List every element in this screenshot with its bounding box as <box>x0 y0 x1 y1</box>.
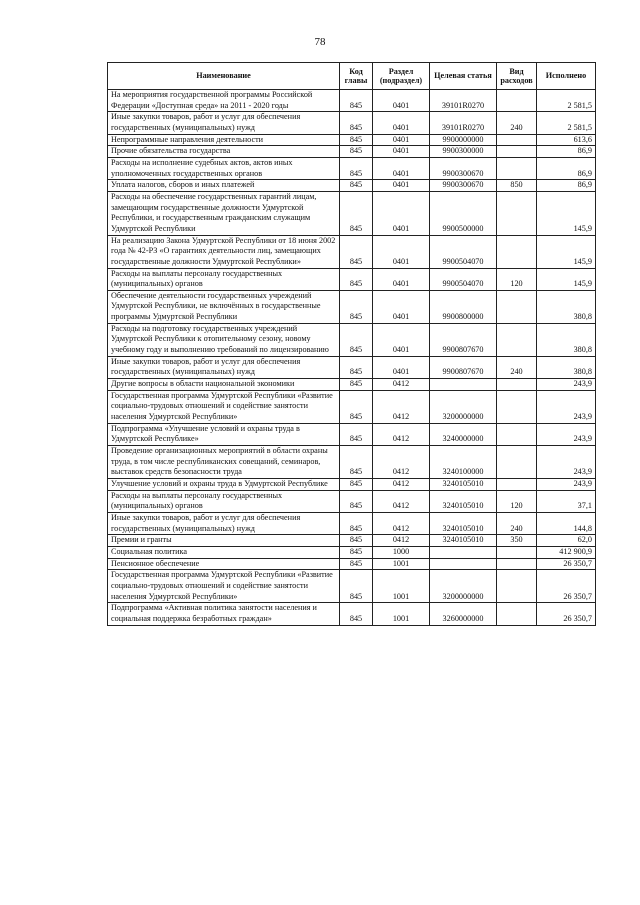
cell-executed: 613,6 <box>537 134 596 146</box>
cell-executed: 380,8 <box>537 290 596 323</box>
cell-code: 845 <box>340 390 373 423</box>
cell-section: 0401 <box>373 90 430 112</box>
cell-executed: 243,9 <box>537 379 596 391</box>
cell-section: 0401 <box>373 191 430 235</box>
cell-name: Расходы на выплаты персоналу государственных (муниципальных) органов <box>108 490 340 512</box>
cell-section: 0401 <box>373 180 430 192</box>
cell-target: 3260000000 <box>430 603 497 625</box>
cell-executed: 26 350,7 <box>537 603 596 625</box>
cell-name: Иные закупки товаров, работ и услуг для обеспечения государственных (муниципальных) нужд <box>108 112 340 134</box>
cell-target: 9900504070 <box>430 235 497 268</box>
cell-kind: 350 <box>497 535 537 547</box>
cell-kind <box>497 478 537 490</box>
cell-code: 845 <box>340 146 373 158</box>
cell-kind <box>497 290 537 323</box>
cell-name: Расходы на подготовку государственных учреждений Удмуртской Республики к отопительному сезону, новому учебному году и выполнению требований по лицензированию <box>108 323 340 356</box>
cell-executed: 243,9 <box>537 423 596 445</box>
table-row <box>108 379 596 391</box>
cell-code: 845 <box>340 268 373 290</box>
cell-name: Пенсионное обеспечение <box>108 558 340 570</box>
cell-section: 0401 <box>373 268 430 290</box>
cell-section: 1001 <box>373 558 430 570</box>
cell-kind: 240 <box>497 356 537 378</box>
cell-target: 9900000000 <box>430 134 497 146</box>
page-number: 78 <box>314 36 326 48</box>
cell-target: 9900500000 <box>430 191 497 235</box>
cell-code: 845 <box>340 446 373 479</box>
cell-executed: 243,9 <box>537 390 596 423</box>
cell-target: 3240105010 <box>430 478 497 490</box>
cell-executed: 86,9 <box>537 180 596 192</box>
table-row <box>108 323 596 356</box>
cell-target: 9900300670 <box>430 157 497 179</box>
cell-code: 845 <box>340 490 373 512</box>
cell-executed: 243,9 <box>537 446 596 479</box>
cell-code: 845 <box>340 290 373 323</box>
table-row <box>108 191 596 235</box>
cell-code: 845 <box>340 546 373 558</box>
table-row <box>108 146 596 158</box>
cell-code: 845 <box>340 134 373 146</box>
cell-target: 3240000000 <box>430 423 497 445</box>
table-row <box>108 134 596 146</box>
table-row <box>108 535 596 547</box>
cell-executed: 380,8 <box>537 323 596 356</box>
cell-kind: 850 <box>497 180 537 192</box>
table-row <box>108 546 596 558</box>
cell-name: Подпрограмма «Активная политика занятости населения и социальная поддержка безработных граждан» <box>108 603 340 625</box>
cell-target: 3240105010 <box>430 535 497 547</box>
cell-name: Улучшение условий и охраны труда в Удмуртской Республике <box>108 478 340 490</box>
cell-kind: 120 <box>497 268 537 290</box>
cell-code: 845 <box>340 191 373 235</box>
cell-section: 0412 <box>373 390 430 423</box>
cell-kind <box>497 134 537 146</box>
cell-executed: 37,1 <box>537 490 596 512</box>
header-executed: Исполнено <box>537 63 596 90</box>
table-row <box>108 235 596 268</box>
table-row <box>108 490 596 512</box>
cell-executed: 26 350,7 <box>537 558 596 570</box>
cell-executed: 243,9 <box>537 478 596 490</box>
cell-section: 0401 <box>373 323 430 356</box>
cell-section: 0401 <box>373 290 430 323</box>
table-row <box>108 180 596 192</box>
cell-name: Иные закупки товаров, работ и услуг для обеспечения государственных (муниципальных) нужд <box>108 512 340 534</box>
cell-executed: 26 350,7 <box>537 570 596 603</box>
cell-kind: 240 <box>497 112 537 134</box>
cell-code: 845 <box>340 603 373 625</box>
cell-target: 3240105010 <box>430 512 497 534</box>
cell-executed: 145,9 <box>537 235 596 268</box>
cell-executed: 412 900,9 <box>537 546 596 558</box>
cell-name: Подпрограмма «Улучшение условий и охраны труда в Удмуртской Республике» <box>108 423 340 445</box>
header-kind: Вид расходов <box>497 63 537 90</box>
cell-target: 3240100000 <box>430 446 497 479</box>
table-row <box>108 478 596 490</box>
cell-code: 845 <box>340 157 373 179</box>
cell-name: Расходы на выплаты персоналу государственных (муниципальных) органов <box>108 268 340 290</box>
table-row <box>108 90 596 112</box>
cell-section: 0412 <box>373 490 430 512</box>
cell-section: 1001 <box>373 603 430 625</box>
cell-target <box>430 546 497 558</box>
cell-executed: 145,9 <box>537 191 596 235</box>
cell-executed: 2 581,5 <box>537 90 596 112</box>
cell-target <box>430 558 497 570</box>
cell-section: 0412 <box>373 535 430 547</box>
cell-target: 9900800000 <box>430 290 497 323</box>
cell-kind <box>497 558 537 570</box>
cell-executed: 62,0 <box>537 535 596 547</box>
cell-target: 39101R0270 <box>430 112 497 134</box>
table-row <box>108 268 596 290</box>
cell-name: Прочие обязательства государства <box>108 146 340 158</box>
cell-code: 845 <box>340 356 373 378</box>
cell-name: Государственная программа Удмуртской Республики «Развитие социально-трудовых отношений и содействие занятости населения Удмуртской Республики» <box>108 570 340 603</box>
cell-kind <box>497 191 537 235</box>
cell-target: 3200000000 <box>430 390 497 423</box>
cell-code: 845 <box>340 512 373 534</box>
cell-name: На мероприятия государственной программы Российской Федерации «Доступная среда» на 2011 - 2020 годы <box>108 90 340 112</box>
cell-name: Расходы на исполнение судебных актов, актов иных уполномоченных государственных органов <box>108 157 340 179</box>
cell-name: Проведение организационных мероприятий в области охраны труда, в том числе республиканских совещаний, семинаров, выставок средств безопасности труда <box>108 446 340 479</box>
cell-kind <box>497 570 537 603</box>
cell-executed: 380,8 <box>537 356 596 378</box>
cell-name: На реализацию Закона Удмуртской Республики от 18 июня 2002 года № 42-РЗ «О гарантиях деятельности лиц, замещающих государственные должности Удмуртской Республики» <box>108 235 340 268</box>
cell-code: 845 <box>340 535 373 547</box>
table-row <box>108 446 596 479</box>
cell-name: Другие вопросы в области национальной экономики <box>108 379 340 391</box>
cell-section: 0401 <box>373 134 430 146</box>
cell-code: 845 <box>340 180 373 192</box>
cell-kind <box>497 379 537 391</box>
cell-code: 845 <box>340 478 373 490</box>
cell-kind <box>497 546 537 558</box>
cell-target: 3240105010 <box>430 490 497 512</box>
cell-code: 845 <box>340 235 373 268</box>
cell-executed: 145,9 <box>537 268 596 290</box>
cell-code: 845 <box>340 112 373 134</box>
budget-table <box>107 62 596 626</box>
cell-executed: 144,8 <box>537 512 596 534</box>
cell-section: 0401 <box>373 112 430 134</box>
cell-section: 0412 <box>373 478 430 490</box>
cell-kind: 240 <box>497 512 537 534</box>
cell-executed: 2 581,5 <box>537 112 596 134</box>
cell-executed: 86,9 <box>537 157 596 179</box>
cell-section: 0401 <box>373 157 430 179</box>
cell-target: 3200000000 <box>430 570 497 603</box>
cell-kind <box>497 446 537 479</box>
header-name: Наименование <box>108 63 340 90</box>
table-row <box>108 603 596 625</box>
table-row <box>108 570 596 603</box>
table-row <box>108 157 596 179</box>
cell-name: Премии и гранты <box>108 535 340 547</box>
cell-name: Социальная политика <box>108 546 340 558</box>
cell-name: Непрограммные направления деятельности <box>108 134 340 146</box>
table-row <box>108 290 596 323</box>
cell-code: 845 <box>340 379 373 391</box>
cell-code: 845 <box>340 558 373 570</box>
cell-section: 0412 <box>373 512 430 534</box>
cell-section: 0401 <box>373 235 430 268</box>
table-header-row <box>108 63 596 90</box>
cell-kind: 120 <box>497 490 537 512</box>
cell-name: Государственная программа Удмуртской Республики «Развитие социально-трудовых отношений и содействие занятости населения Удмуртской Республики» <box>108 390 340 423</box>
cell-target: 9900504070 <box>430 268 497 290</box>
cell-name: Обеспечение деятельности государственных учреждений Удмуртской Республики, не включённых в государственные программы Удмуртской Республики <box>108 290 340 323</box>
cell-kind <box>497 157 537 179</box>
cell-kind <box>497 146 537 158</box>
table-row <box>108 112 596 134</box>
cell-code: 845 <box>340 570 373 603</box>
header-code: Код главы <box>340 63 373 90</box>
table-row <box>108 512 596 534</box>
header-section: Раздел (подраздел) <box>373 63 430 90</box>
cell-target: 39101R0270 <box>430 90 497 112</box>
cell-kind <box>497 390 537 423</box>
cell-target: 9900807670 <box>430 323 497 356</box>
cell-name: Расходы на обеспечение государственных гарантий лицам, замещающим государственные должности Удмуртской Республики, и государственным гражданским служащим Удмуртской Республики <box>108 191 340 235</box>
cell-section: 0412 <box>373 379 430 391</box>
header-target: Целевая статья <box>430 63 497 90</box>
cell-section: 0401 <box>373 146 430 158</box>
cell-section: 0412 <box>373 423 430 445</box>
cell-code: 845 <box>340 423 373 445</box>
cell-target: 9900807670 <box>430 356 497 378</box>
cell-target <box>430 379 497 391</box>
cell-name: Уплата налогов, сборов и иных платежей <box>108 180 340 192</box>
cell-code: 845 <box>340 90 373 112</box>
cell-kind <box>497 323 537 356</box>
cell-kind <box>497 235 537 268</box>
cell-executed: 86,9 <box>537 146 596 158</box>
cell-kind <box>497 90 537 112</box>
cell-kind <box>497 423 537 445</box>
cell-section: 0401 <box>373 356 430 378</box>
table-body <box>108 90 596 626</box>
cell-target: 9900300670 <box>430 180 497 192</box>
table-row <box>108 356 596 378</box>
cell-section: 1000 <box>373 546 430 558</box>
cell-section: 0412 <box>373 446 430 479</box>
cell-kind <box>497 603 537 625</box>
cell-section: 1001 <box>373 570 430 603</box>
cell-code: 845 <box>340 323 373 356</box>
cell-target: 9900300000 <box>430 146 497 158</box>
table-row <box>108 558 596 570</box>
table-row <box>108 390 596 423</box>
table-row <box>108 423 596 445</box>
cell-name: Иные закупки товаров, работ и услуг для обеспечения государственных (муниципальных) нужд <box>108 356 340 378</box>
